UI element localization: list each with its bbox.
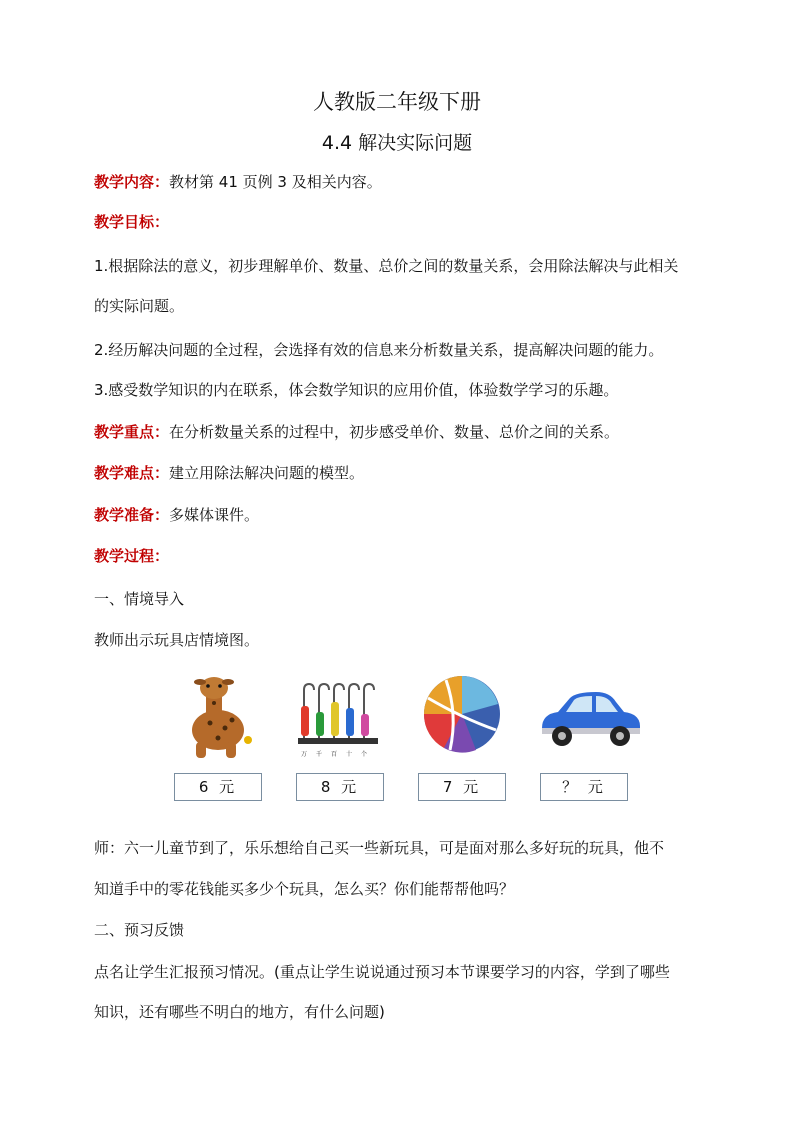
goal-2: 2.经历解决问题的全过程，会选择有效的信息来分析数量关系，提高解决问题的能力。 [94,341,664,359]
process-label: 教学过程： [94,547,170,565]
doc-title: 人教版二年级下册 [313,90,481,114]
prep-text: 多媒体课件。 [169,506,260,524]
difficulty-text: 建立用除法解决问题的模型。 [169,464,365,482]
abacus-label: 万 [301,751,308,758]
feedback-line-b: 知识，还有哪些不明白的地方，有什么问题) [94,1003,385,1021]
toy-car [536,668,646,813]
key-line [94,422,714,442]
feedback-line-a: 点名让学生汇报预习情况。(重点让学生说说通过预习本节课要学习的内容，学到了哪些 [94,963,670,981]
content-text: 教材第 41 页例 3 及相关内容。 [169,173,382,191]
difficulty-label: 教学难点： [94,464,170,482]
abacus-label: 十 [346,751,353,758]
toy-giraffe [170,668,280,813]
content-line [94,172,714,192]
key-label: 教学重点： [94,423,170,441]
difficulty-line [94,463,714,483]
goal-1a: 1.根据除法的意义，初步理解单价、数量、总价之间的数量关系，会用除法解决与此相关 [94,257,679,275]
toy-shop-figure [170,668,640,813]
price-tag: 7 元 [418,773,506,801]
abacus-label: 个 [361,751,368,758]
section-1: 一、情境导入 [94,590,185,608]
teacher-line-b: 知道手中的零花钱能买多少个玩具，怎么买？你们能帮帮他吗？ [94,880,515,898]
goal-1b: 的实际问题。 [94,297,185,315]
doc-subtitle: 4.4 解决实际问题 [321,132,473,154]
giraffe-icon [170,668,270,763]
prep-line [94,505,714,525]
price-tag: 6 元 [174,773,262,801]
intro-line: 教师出示玩具店情境图。 [94,631,260,649]
abacus-label: 千 [316,751,323,758]
section-2: 二、预习反馈 [94,921,185,939]
key-text: 在分析数量关系的过程中，初步感受单价、数量、总价之间的关系。 [169,423,620,441]
ball-icon [414,668,514,763]
abacus-icon [292,668,392,763]
goal-3: 3.感受数学知识的内在联系，体会数学知识的应用价值，体验数学学习的乐趣。 [94,381,619,399]
content-label: 教学内容： [94,173,170,191]
goals-label: 教学目标： [94,213,170,231]
price-tag: 8 元 [296,773,384,801]
price-tag: ？ 元 [540,773,628,801]
toy-abacus [292,668,402,813]
prep-label: 教学准备： [94,506,170,524]
car-icon [536,668,646,763]
teacher-line-a: 师：六一儿童节到了，乐乐想给自己买一些新玩具，可是面对那么多好玩的玩具，他不 [94,839,665,857]
toy-ball [414,668,524,813]
abacus-label: 百 [331,751,338,758]
